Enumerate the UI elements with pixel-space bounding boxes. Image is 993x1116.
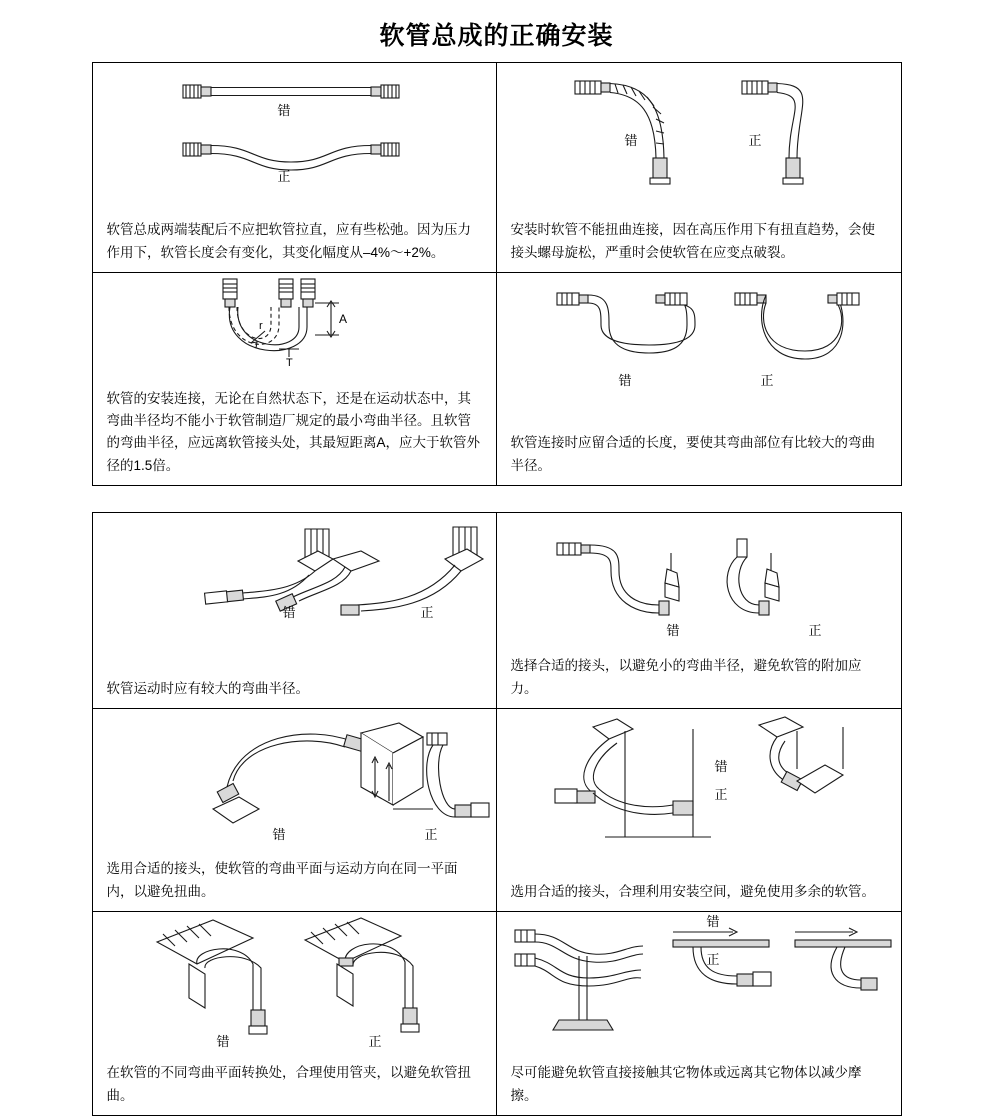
label-wrong: 错 — [665, 623, 680, 638]
diagram-grid-bottom — [92, 512, 902, 1116]
panel-5-caption: 软管运动时应有较大的弯曲半径。 — [106, 680, 309, 696]
panel-1-artwork — [93, 63, 496, 217]
panel-1-caption: 软管总成两端装配后不应把软管拉直，应有些松弛。因为压力作用下，软管长度会有变化，其变化幅度从–4%～+2%。 — [106, 222, 471, 260]
panel-3-caption: 软管的安装连接，无论在自然状态下，还是在运动状态中，其弯曲半径均不能小于软管制造厂规定的最小弯曲半径。且软管的弯曲半径，应远离软管接头处，其最短距离A，应大于软管外径的1.5倍。 — [106, 390, 481, 473]
panel-10-caption: 尽可能避免软管直接接触其它物体或远离其它物体以减少摩擦。 — [510, 1065, 862, 1103]
label-wrong: 错 — [617, 373, 632, 388]
panel-6-caption: 选择合适的接头，以避免小的弯曲半径，避免软管的附加应力。 — [510, 658, 862, 696]
panel-4-artwork — [497, 273, 901, 430]
label-wrong: 错 — [623, 133, 638, 148]
label-wrong: 错 — [271, 827, 286, 842]
label-right: 正 — [807, 623, 822, 638]
label-right: 正 — [713, 787, 728, 802]
panel-proper-fitting-radius — [497, 513, 901, 709]
label-right: 正 — [747, 133, 762, 148]
panel-2-artwork — [497, 63, 901, 217]
panel-4-caption: 软管连接时应留合适的长度，要使其弯曲部位有比较大的弯曲半径。 — [510, 435, 875, 473]
panel-bend-radius-distance — [93, 273, 497, 485]
panel-2-caption: 安装时软管不能扭曲连接，因在高压作用下有扭直趋势，会使接头螺母旋松，严重时会使软管在应变点破裂。 — [510, 222, 875, 260]
label-right: 正 — [759, 373, 774, 388]
label-right: 正 — [419, 605, 434, 620]
panel-9-caption: 在软管的不同弯曲平面转换处，合理使用管夹，以避免软管扭曲。 — [106, 1065, 471, 1103]
label-wrong: 错 — [713, 759, 728, 774]
panel-3-artwork — [93, 273, 496, 386]
label-wrong: 错 — [705, 914, 720, 929]
panel-no-twist — [497, 63, 901, 273]
panel-7-artwork — [93, 709, 496, 852]
panel-6-artwork — [497, 513, 901, 649]
panel-8-artwork — [497, 709, 901, 875]
panel-bend-plane-motion — [93, 709, 497, 912]
label-wrong: 错 — [281, 605, 296, 620]
panel-8-caption: 选用合适的接头，合理利用安装空间，避免使用多余的软管。 — [510, 883, 875, 899]
panel-9-artwork — [93, 912, 496, 1056]
panel-hose-slack — [93, 63, 497, 273]
label-wrong: 错 — [215, 1034, 230, 1049]
panel-avoid-abrasion — [497, 912, 901, 1115]
panel-10-artwork — [497, 912, 901, 1056]
panel-moving-bend-radius — [93, 513, 497, 709]
label-dimension-t: T — [285, 357, 293, 369]
page-title: 软管总成的正确安装 — [379, 22, 614, 50]
label-dimension-a: A — [338, 312, 347, 326]
panel-use-clamps — [93, 912, 497, 1115]
label-right: 正 — [423, 827, 438, 842]
diagram-grid-top — [92, 62, 902, 486]
panel-use-space-efficiently — [497, 709, 901, 912]
label-wrong: 错 — [276, 103, 291, 118]
label-right: 正 — [276, 169, 291, 183]
label-right: 正 — [367, 1034, 382, 1049]
panel-5-artwork — [93, 513, 496, 672]
label-right: 正 — [705, 952, 720, 967]
panel-7-caption: 选用合适的接头，使软管的弯曲平面与运动方向在同一平面内，以避免扭曲。 — [106, 861, 458, 899]
label-dimension-r: r — [258, 320, 263, 332]
panel-proper-length — [497, 273, 901, 485]
